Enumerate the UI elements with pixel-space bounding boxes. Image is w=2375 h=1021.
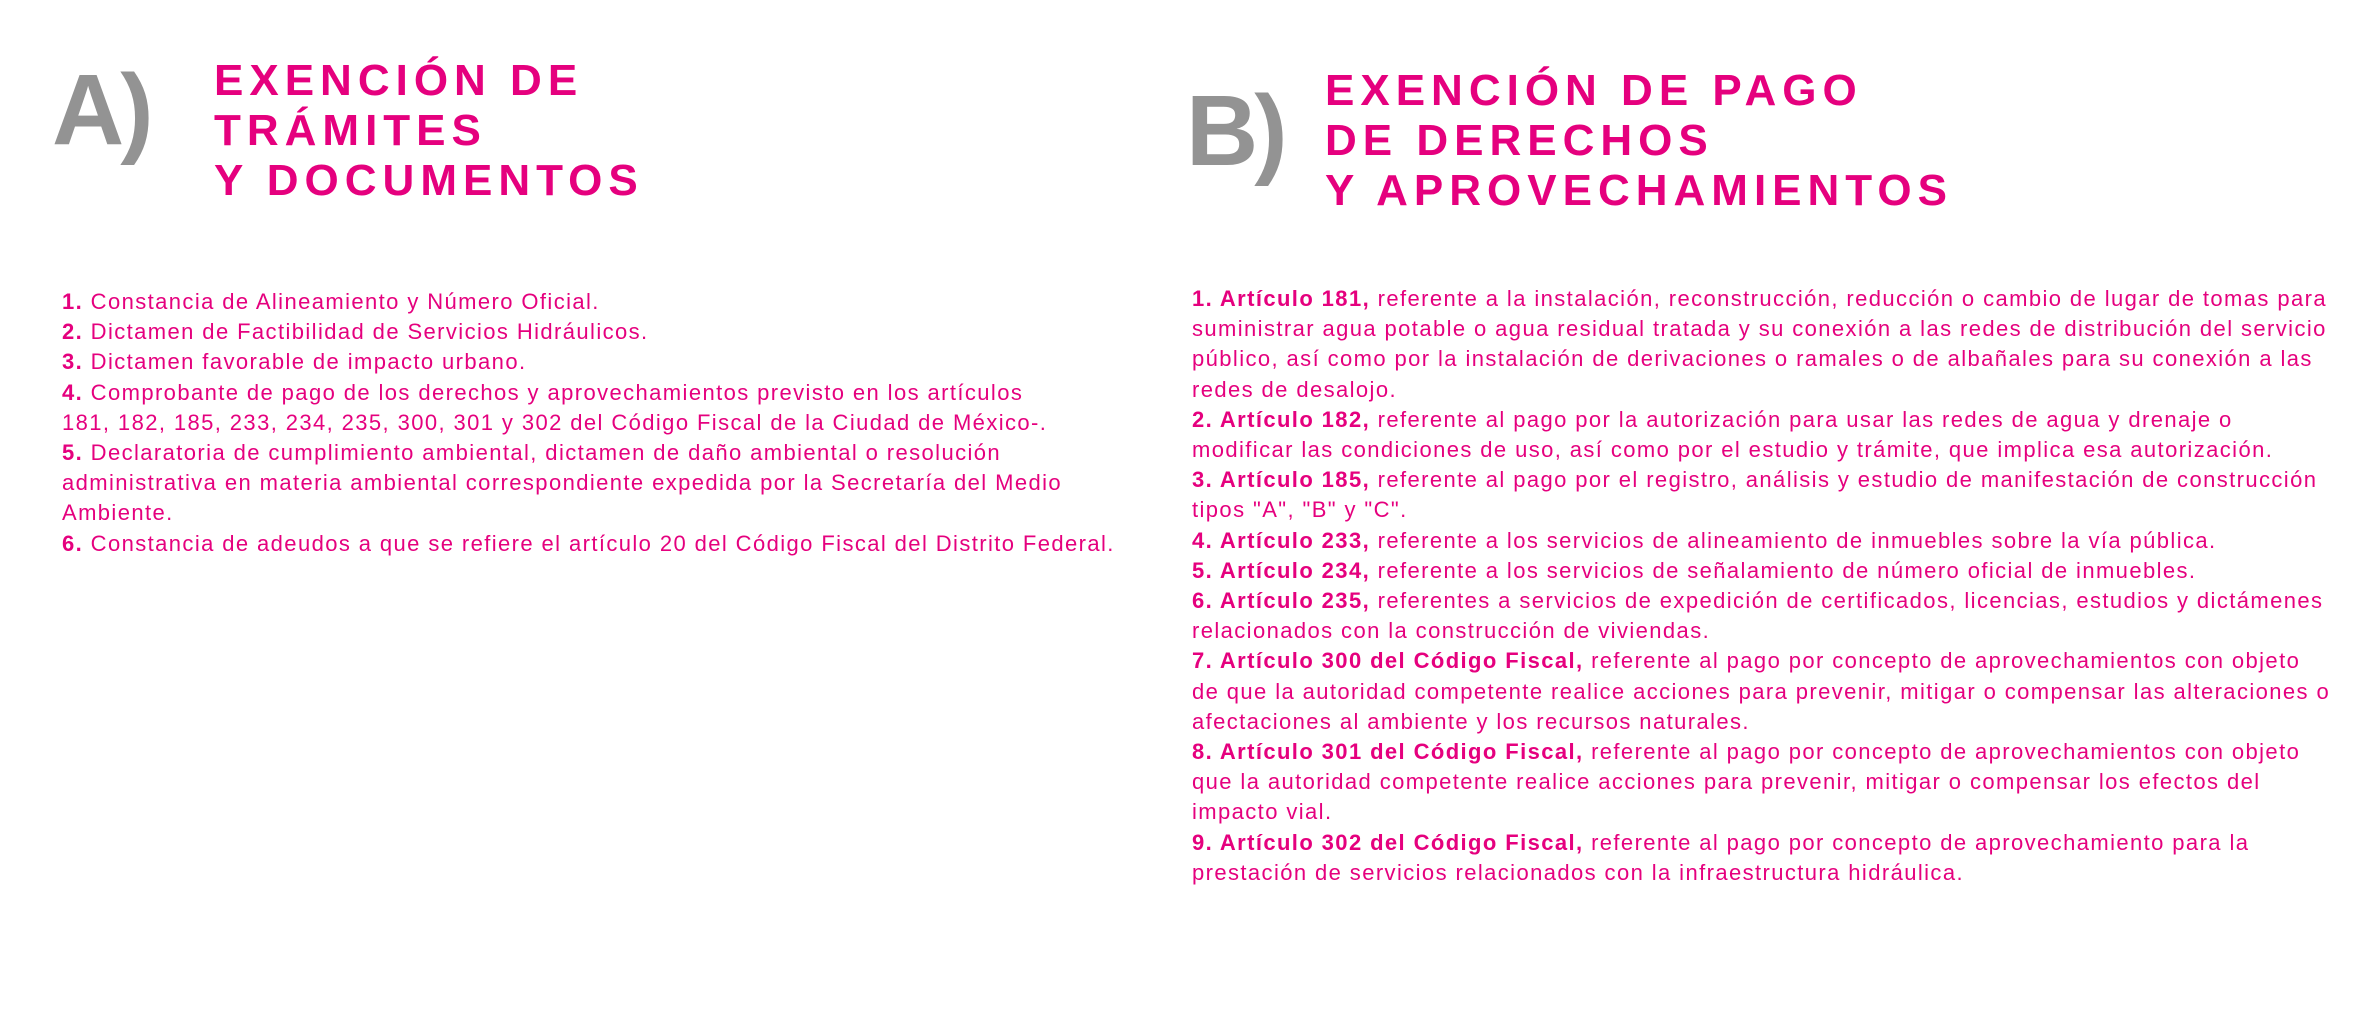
list-item (62, 529, 1122, 559)
section-a-letter: A) (52, 54, 150, 166)
item-number: 1. (62, 289, 84, 314)
section-a-title (214, 56, 644, 206)
item-text: referentes a servicios de expedición de certificados, licencias, estudios y dictámenes relacionados con la construcción de viviendas. (1192, 588, 2324, 644)
item-number: 2. (62, 319, 84, 345)
item-label: 9. Artículo 302 del Código Fiscal, (1192, 829, 1584, 855)
item-text: referente al pago por la autorización para usar las redes de agua y drenaje o modificar las condiciones de uso, así como por el estudio y trámite, que implica esa autorización. (1192, 406, 2274, 463)
section-a-list (62, 287, 1142, 559)
item-text: Comprobante de pago de los derechos y aprovechamientos previsto en los artículos 181, 182, 185, 233, 234, 235, 300, 301 y 302 del Código Fiscal de la Ciudad de México-. (62, 379, 1048, 435)
list-item (62, 287, 1142, 317)
list-item (1192, 284, 2332, 405)
item-text: Constancia de Alineamiento y Número Oficial. (90, 289, 600, 314)
item-text: referente al pago por concepto de aprovechamientos con objeto de que la autoridad competente realice acciones para prevenir, mitigar o compensar las alteraciones o afectaciones al ambiente y los recursos naturales. (1192, 648, 2331, 734)
list-item (1192, 405, 2332, 465)
item-text: Declaratoria de cumplimiento ambiental, dictamen de daño ambiental o resolución administrativa en materia ambiental correspondiente expedida por la Secretaría del Medio Ambiente. (62, 440, 1063, 526)
item-number: 3. (62, 349, 84, 375)
list-item (62, 347, 1142, 377)
list-item (1192, 737, 2332, 828)
item-number: 6. (62, 530, 84, 556)
item-text: Dictamen de Factibilidad de Servicios Hidráulicos. (90, 319, 649, 345)
list-item (1192, 646, 2332, 737)
section-b-title (1325, 66, 1953, 216)
item-text: referente al pago por concepto de aprovechamientos con objeto que la autoridad competente realice acciones para prevenir, mitigar o compensar los efectos del impacto vial. (1192, 739, 2301, 825)
section-b-title-line: EXENCIÓN DE PAGO (1325, 66, 1863, 115)
section-b-title-line: DE DERECHOS (1325, 116, 1714, 165)
list-item (1192, 556, 2332, 586)
item-label: 5. Artículo 234, (1192, 557, 1371, 583)
item-text: Dictamen favorable de impacto urbano. (90, 349, 527, 375)
item-text: referente a los servicios de señalamiento de número oficial de inmuebles. (1377, 557, 2197, 583)
item-label: 6. Artículo 235, (1192, 588, 1371, 614)
list-item (1192, 828, 2332, 888)
list-item (62, 317, 1142, 347)
item-text: referente al pago por el registro, análisis y estudio de manifestación de construcción tipos "A", "B" y "C". (1192, 467, 2318, 523)
list-item (62, 438, 1092, 529)
item-text: referente al pago por concepto de aprovechamiento para la prestación de servicios relacionados con la infraestructura hidráulica. (1192, 829, 2250, 885)
list-item (1192, 465, 2332, 525)
item-text: Constancia de adeudos a que se refiere el artículo 20 del Código Fiscal del Distrito Federal. (90, 530, 1115, 556)
section-a-title-line: EXENCIÓN DE (214, 56, 584, 105)
list-item (1192, 526, 2332, 556)
section-b-title-line: Y APROVECHAMIENTOS (1325, 166, 1953, 215)
item-label: 4. Artículo 233, (1192, 527, 1371, 553)
section-b-letter: B) (1186, 75, 1284, 187)
item-number: 5. (62, 440, 84, 466)
item-label: 3. Artículo 185, (1192, 467, 1371, 493)
item-label: 7. Artículo 300 del Código Fiscal, (1192, 648, 1584, 674)
item-label: 8. Artículo 301 del Código Fiscal, (1192, 739, 1584, 765)
list-item (62, 378, 1072, 438)
item-label: 2. Artículo 182, (1192, 406, 1371, 432)
item-number: 4. (62, 379, 84, 405)
list-item (1192, 586, 2332, 646)
section-b-list (1192, 284, 2332, 888)
item-text: referente a la instalación, reconstrucción, reducción o cambio de lugar de tomas para suministrar agua potable o agua residual tratada y su conexión a las redes de distribución del servicio público, así como por la instalación de derivaciones o ramales o de albañales para su conexión a las redes de desalojo. (1192, 286, 2327, 402)
item-text: referente a los servicios de alineamiento de inmuebles sobre la vía pública. (1377, 527, 2217, 553)
section-a-title-line: Y DOCUMENTOS (214, 156, 644, 205)
item-label: 1. Artículo 181, (1192, 286, 1371, 311)
section-a-title-line: TRÁMITES (214, 106, 487, 155)
